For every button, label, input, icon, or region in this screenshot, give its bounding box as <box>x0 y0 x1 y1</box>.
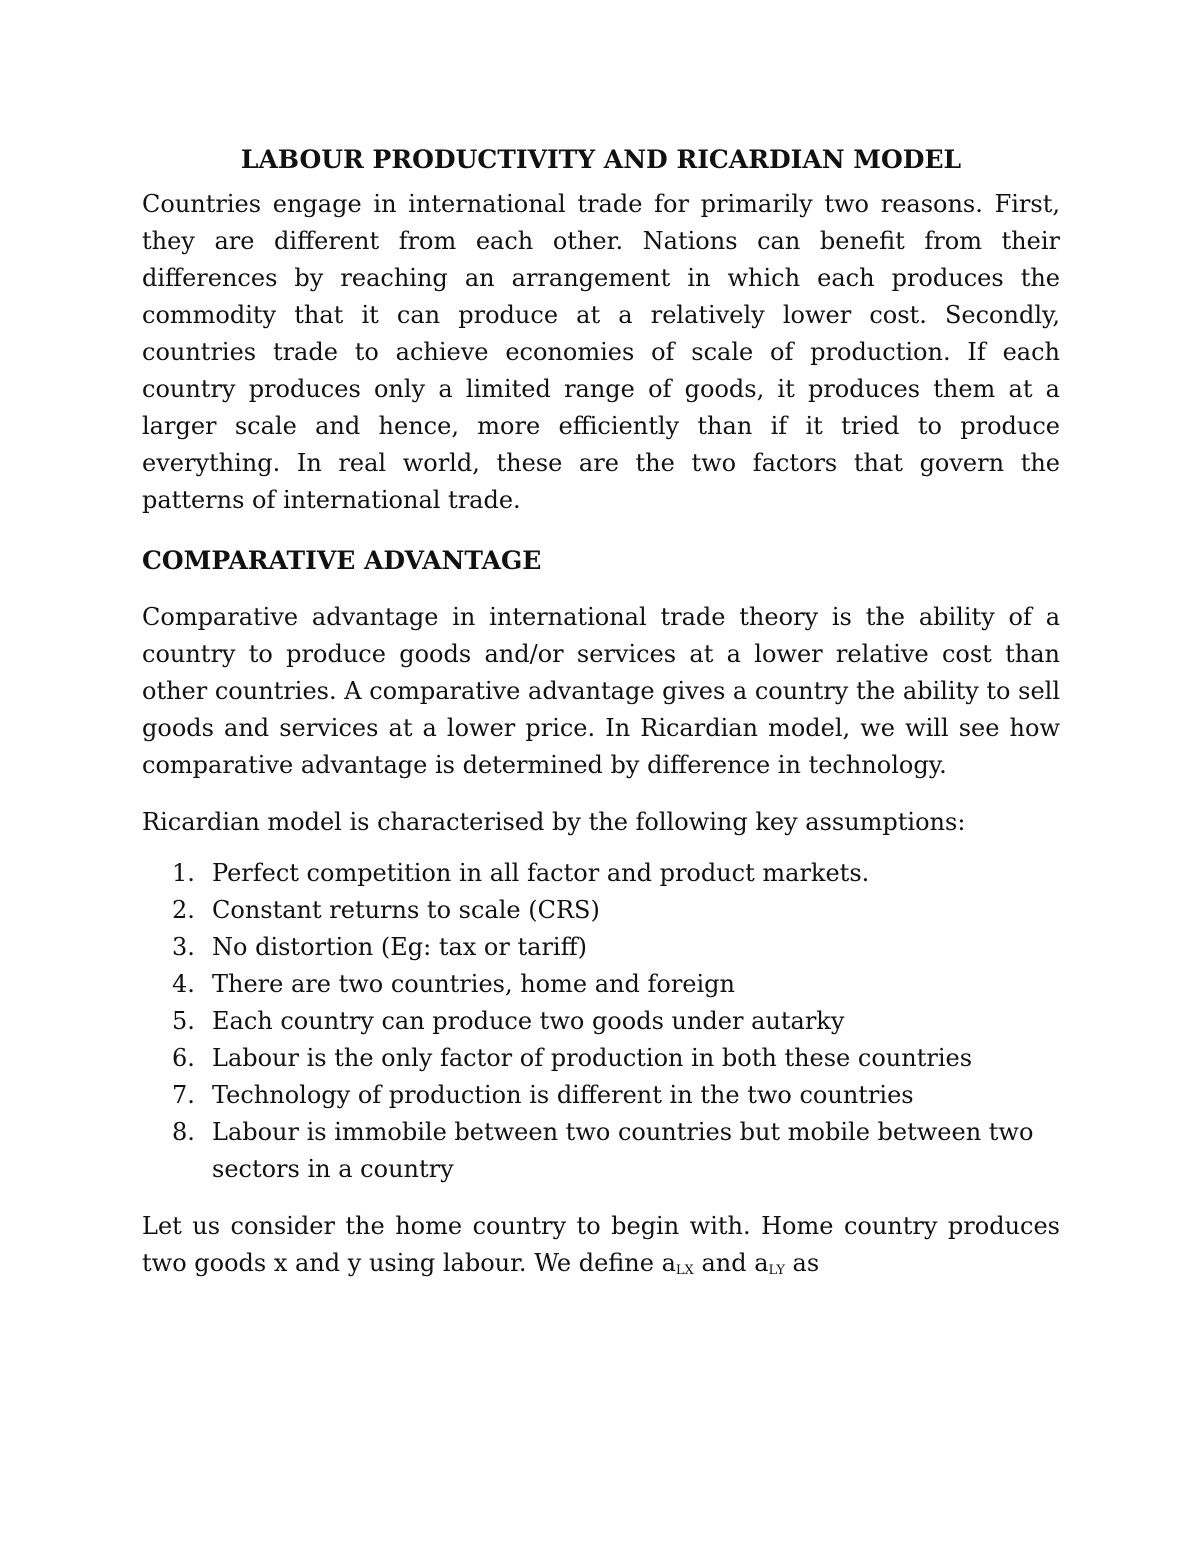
page-title: LABOUR PRODUCTIVITY AND RICARDIAN MODEL <box>240 145 962 174</box>
symbol-a-lx <box>662 1249 694 1277</box>
list-number: 6. <box>172 1044 195 1072</box>
list-text: Perfect competition in all factor and product markets. <box>212 859 870 887</box>
list-text: Technology of production is different in the two countries <box>212 1081 914 1109</box>
list-item <box>142 966 1060 1003</box>
final-paragraph <box>142 1208 1060 1282</box>
list-number: 3. <box>172 933 195 961</box>
final-text-after: as <box>784 1249 820 1277</box>
list-number: 8. <box>172 1118 195 1146</box>
list-number: 7. <box>172 1081 195 1109</box>
list-text: There are two countries, home and foreign <box>212 970 735 998</box>
list-number: 1. <box>172 859 195 887</box>
assumptions-list <box>142 855 1060 1188</box>
final-text-before: Let us consider the home country to begin with. Home country produces two goods x and y using labour. We define <box>142 1212 1060 1277</box>
symbol-a-ly <box>754 1249 785 1277</box>
list-item <box>142 1003 1060 1040</box>
list-number: 2. <box>172 896 195 924</box>
assumptions-intro: Ricardian model is characterised by the following key assumptions: <box>142 808 966 836</box>
list-number: 4. <box>172 970 195 998</box>
list-text: Constant returns to scale (CRS) <box>212 896 600 924</box>
symbol-base: a <box>754 1249 769 1277</box>
document-page <box>142 140 1060 1282</box>
final-text-middle: and <box>693 1249 755 1277</box>
list-item <box>142 892 1060 929</box>
list-item <box>142 1077 1060 1114</box>
list-item <box>142 855 1060 892</box>
list-text: Each country can produce two goods under autarky <box>212 1007 845 1035</box>
comparative-advantage-paragraph: Comparative advantage in international trade theory is the ability of a country to produce goods and/or services at a lower relative cost than other countries. A comparative advantage gives a country the ability to sell goods and services at a lower price. In Ricardian model, we will see how comparative advantage is determined by difference in technology. <box>142 603 1060 779</box>
list-item <box>142 1040 1060 1077</box>
list-text: Labour is the only factor of production in both these countries <box>212 1044 973 1072</box>
intro-paragraph: Countries engage in international trade for primarily two reasons. First, they are different from each other. Nations can benefit from their differences by reaching an arrangement in which each produces the commodity that it can produce at a relatively lower cost. Secondly, countries trade to achieve economies of scale of production. If each country produces only a limited range of goods, it produces them at a larger scale and hence, more efficiently than if it tried to produce everything. In real world, these are the two factors that govern the patterns of international trade. <box>142 190 1060 514</box>
symbol-base: a <box>661 1249 676 1277</box>
list-text: Labour is immobile between two countries but mobile between two sectors in a country <box>212 1118 1034 1183</box>
list-item <box>142 1114 1060 1188</box>
list-number: 5. <box>172 1007 195 1035</box>
section-heading: COMPARATIVE ADVANTAGE <box>142 546 542 575</box>
symbol-subscript: LX <box>675 1263 694 1278</box>
list-item <box>142 929 1060 966</box>
list-text: No distortion (Eg: tax or tariff) <box>212 933 587 961</box>
symbol-subscript: LY <box>768 1263 785 1278</box>
